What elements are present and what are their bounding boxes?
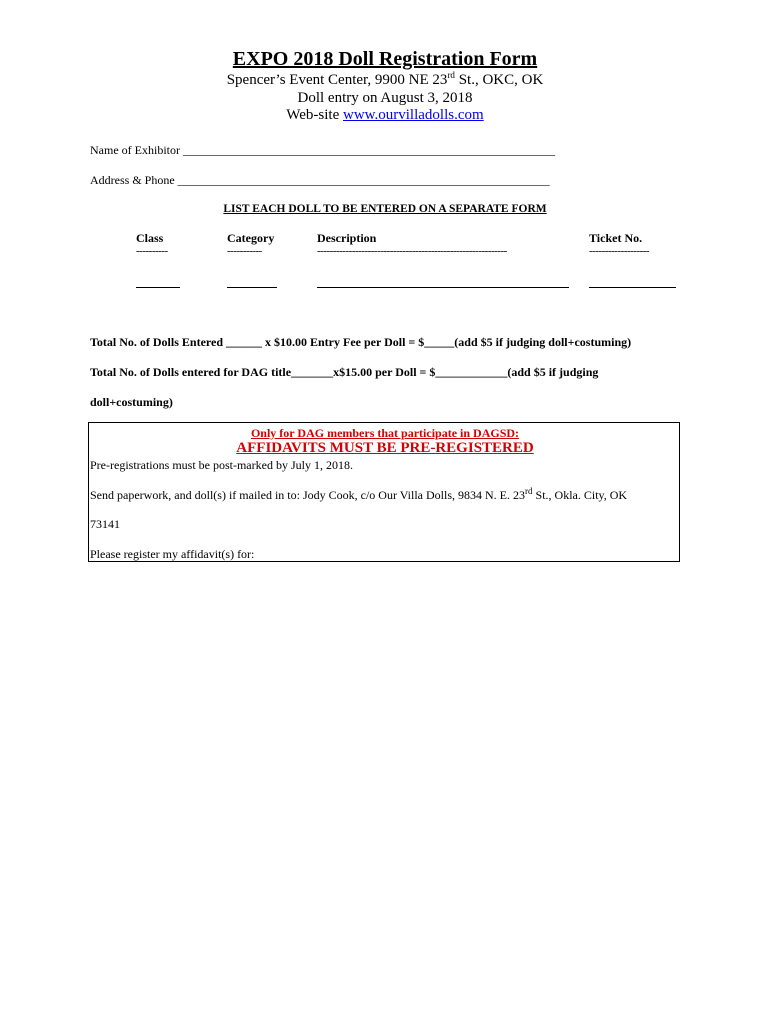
affidavit-heading: AFFIDAVITS MUST BE PRE-REGISTERED (236, 440, 534, 456)
address-text: Spencer’s Event Center, 9900 NE 23 (226, 72, 448, 88)
mailing-text-end: St., Okla. City, OK (532, 488, 628, 502)
form-title: EXPO 2018 Doll Registration Form (232, 48, 538, 70)
category-entry-line[interactable] (227, 287, 277, 288)
description-dashes: ------------------------------------------------------------ (317, 245, 507, 257)
address-suffix: rd (447, 70, 455, 80)
list-heading: LIST EACH DOLL TO BE ENTERED ON A SEPARATE FORM (223, 203, 547, 215)
register-affidavit-text: Please register my affidavit(s) for: (90, 547, 255, 561)
dag-note: Only for DAG members that participate in DAGSD: (250, 426, 520, 440)
class-dashes: ---------- (136, 245, 168, 257)
class-entry-line[interactable] (136, 287, 180, 288)
total-dag-line-cont: doll+costuming) (90, 395, 173, 409)
website-label: Web-site (286, 107, 343, 123)
event-address (0, 72, 770, 89)
column-description: Description (317, 231, 377, 245)
column-category: Category (227, 231, 275, 245)
website-link[interactable]: www.ourvilladolls.com (343, 107, 484, 123)
column-class: Class (136, 231, 164, 245)
exhibitor-name-field[interactable]: Name of Exhibitor ______________________________________________________________ (90, 143, 555, 157)
address-phone-field[interactable]: Address & Phone ______________________________________________________________ (90, 173, 550, 187)
description-entry-line[interactable] (317, 287, 569, 288)
mailing-text: Send paperwork, and doll(s) if mailed in to: Jody Cook, c/o Our Villa Dolls, 9834 N. E. 23 (90, 488, 526, 502)
total-dolls-line[interactable]: Total No. of Dolls Entered ______ x $10.00 Entry Fee per Doll = $_____(add $5 if judging doll+costuming) (90, 335, 632, 349)
preregistration-text: Pre-registrations must be post-marked by July 1, 2018. (90, 458, 353, 472)
website-line (0, 107, 770, 124)
category-dashes: ----------- (227, 245, 262, 257)
mailing-address (90, 488, 627, 503)
address-text-end: St., OKC, OK (454, 72, 544, 88)
entry-date: Doll entry on August 3, 2018 (297, 90, 473, 106)
column-ticket-no: Ticket No. (589, 231, 643, 245)
total-dag-line[interactable]: Total No. of Dolls entered for DAG title_______x$15.00 per Doll = $____________(add $5 if judging (90, 365, 599, 379)
mailing-zip: 73141 (90, 517, 120, 531)
mailing-suffix: rd (525, 486, 533, 496)
ticket-dashes: ------------------- (589, 245, 650, 257)
ticket-entry-line[interactable] (589, 287, 676, 288)
